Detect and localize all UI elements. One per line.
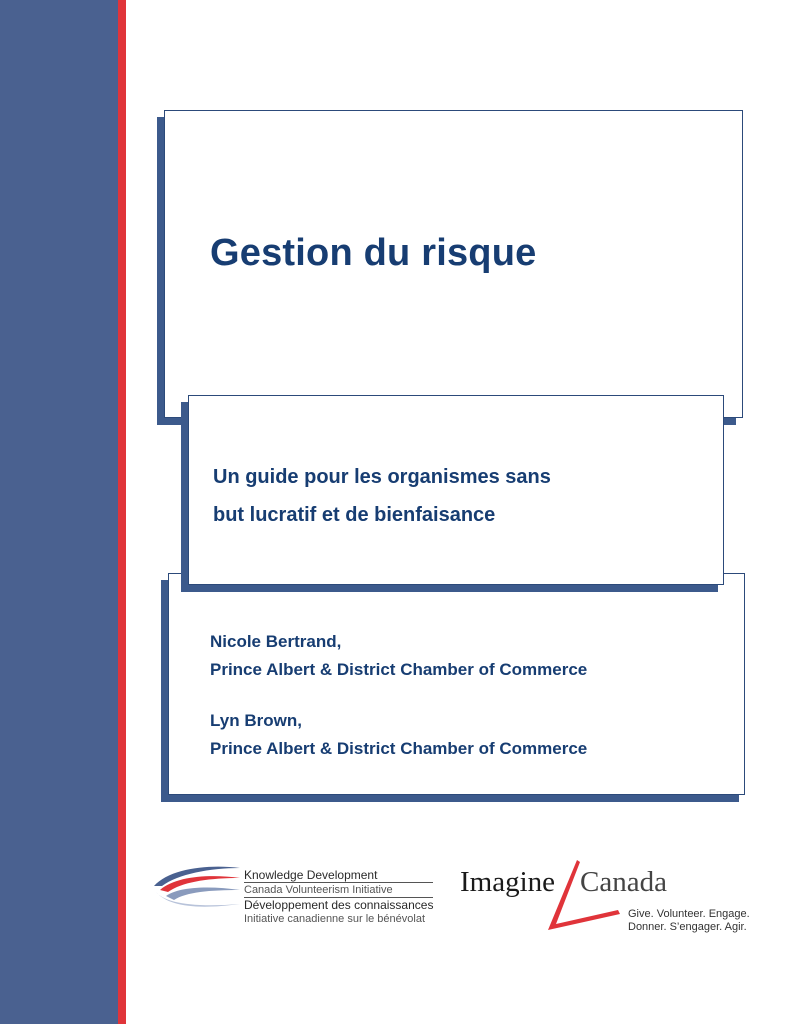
author-1-affiliation: Prince Albert & District Chamber of Commerce — [210, 660, 588, 679]
knowledge-development-swoosh-icon — [150, 862, 242, 914]
imagine-canada-tagline — [628, 908, 750, 934]
imagine-word: Imagine — [460, 866, 556, 898]
document-subtitle — [213, 458, 551, 534]
knowledge-development-logo — [244, 868, 433, 926]
imagine-canada-triangle-icon — [544, 858, 624, 936]
kd-line-3: Développement des connaissances — [244, 898, 434, 912]
side-band-blue — [0, 0, 118, 1024]
document-title: Gestion du risque — [210, 232, 537, 274]
kd-line-4: Initiative canadienne sur le bénévolat — [244, 913, 426, 925]
canada-word: Canada — [580, 866, 667, 898]
subtitle-line-1: Un guide pour les organismes sans — [213, 466, 551, 488]
kd-line-1: Knowledge Development — [244, 868, 378, 882]
subtitle-line-2: but lucratif et de bienfaisance — [213, 504, 496, 526]
author-2 — [210, 707, 587, 763]
side-band-red — [118, 0, 126, 1024]
author-1 — [210, 628, 587, 684]
tagline-en: Give. Volunteer. Engage. — [628, 908, 750, 920]
author-1-name: Nicole Bertrand, — [210, 632, 342, 651]
tagline-fr: Donner. S’engager. Agir. — [628, 921, 747, 933]
author-2-affiliation: Prince Albert & District Chamber of Commerce — [210, 739, 588, 758]
kd-line-2: Canada Volunteerism Initiative — [244, 882, 433, 897]
author-2-name: Lyn Brown, — [210, 711, 302, 730]
imagine-canada-logo — [460, 866, 667, 899]
